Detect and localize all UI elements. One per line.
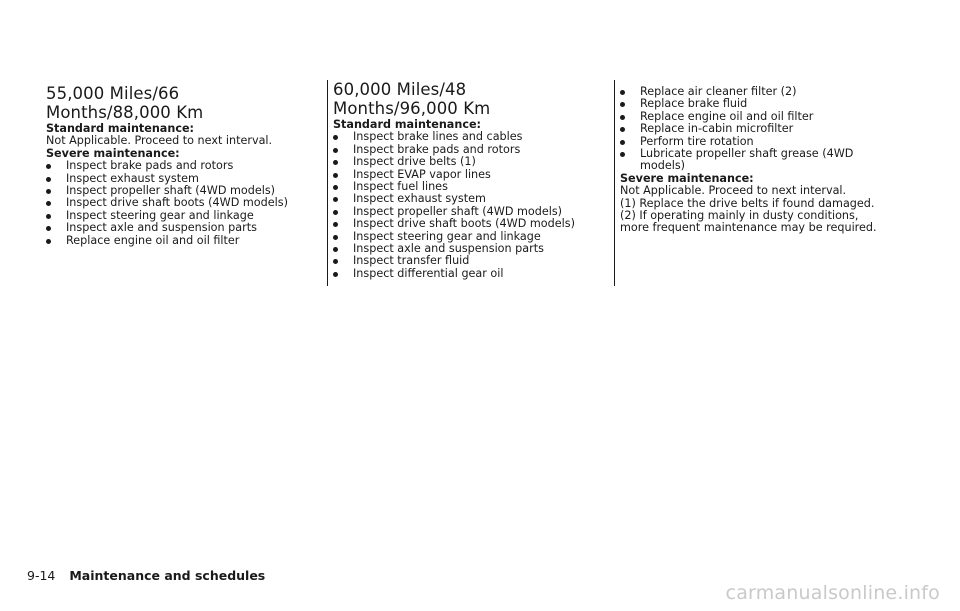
bullet-icon bbox=[333, 235, 338, 240]
severe-maintenance-label: Severe maintenance: bbox=[46, 146, 180, 160]
footnote-1: (1) Replace the drive belts if found damaged. bbox=[620, 196, 875, 210]
page-footer bbox=[27, 568, 265, 583]
list-item: Inspect drive shaft boots (4WD models) bbox=[333, 218, 595, 230]
bullet-icon bbox=[333, 197, 338, 202]
list-item: Inspect differential gear oil bbox=[333, 268, 595, 280]
list-item: Perform tire rotation bbox=[620, 136, 914, 148]
list-item: Replace air cleaner filter (2) bbox=[620, 86, 914, 98]
list-item: Inspect EVAP vapor lines bbox=[333, 169, 595, 181]
standard-maintenance-text: Not Applicable. Proceed to next interval. bbox=[46, 134, 273, 148]
bullet-icon bbox=[46, 164, 51, 169]
bullet-icon bbox=[46, 226, 51, 231]
list-item: Inspect propeller shaft (4WD models) bbox=[46, 185, 308, 197]
list-item: Lubricate propeller shaft grease (4WD models) bbox=[620, 148, 880, 173]
bullet-icon bbox=[333, 185, 338, 190]
list-item: Inspect exhaust system bbox=[46, 173, 308, 185]
list-item: Replace engine oil and oil filter bbox=[46, 235, 308, 247]
bullet-icon bbox=[620, 140, 625, 145]
bullet-icon bbox=[620, 152, 625, 157]
list-item: Inspect drive shaft boots (4WD models) bbox=[46, 197, 308, 209]
list-item: Inspect steering gear and linkage bbox=[46, 210, 308, 222]
severe-maintenance-text: Not Applicable. Proceed to next interval. bbox=[620, 184, 847, 198]
bullet-icon bbox=[620, 102, 625, 107]
bullet-icon bbox=[46, 239, 51, 244]
list-item: Inspect brake lines and cables bbox=[333, 131, 595, 143]
bullet-icon bbox=[333, 222, 338, 227]
bullet-icon bbox=[333, 148, 338, 153]
interval-heading-60000: 60,000 Miles/48 Months/96,000 Km bbox=[333, 80, 491, 118]
bullet-icon bbox=[46, 177, 51, 182]
standard-maintenance-label: Standard maintenance: bbox=[333, 118, 482, 131]
standard-maintenance-label: Standard maintenance: bbox=[46, 122, 195, 135]
watermark-text: carmanualsonline.info bbox=[725, 582, 940, 604]
interval-heading-55000: 55,000 Miles/66 Months/88,000 Km bbox=[46, 84, 204, 122]
list-item: Inspect propeller shaft (4WD models) bbox=[333, 206, 595, 218]
list-item: Replace in-cabin microfilter bbox=[620, 123, 914, 135]
column-60000-continued bbox=[614, 80, 914, 286]
bullet-icon bbox=[620, 127, 625, 132]
standard-maintenance-list bbox=[333, 131, 595, 280]
bullet-icon bbox=[620, 90, 625, 95]
page-number: 9-14 bbox=[27, 568, 56, 583]
bullet-icon bbox=[333, 160, 338, 165]
bullet-icon bbox=[333, 135, 338, 140]
footnote-2-line-2: more frequent maintenance may be required. bbox=[620, 221, 877, 235]
list-item: Inspect brake pads and rotors bbox=[333, 144, 595, 156]
list-item: Replace brake fluid bbox=[620, 98, 914, 110]
footnote-2-line-1: (2) If operating mainly in dusty conditions, bbox=[620, 209, 859, 223]
bullet-icon bbox=[333, 272, 338, 277]
severe-maintenance-label: Severe maintenance: bbox=[620, 171, 754, 185]
standard-maintenance-list-continued bbox=[620, 86, 914, 173]
list-item: Inspect exhaust system bbox=[333, 193, 595, 205]
list-item: Inspect brake pads and rotors bbox=[46, 160, 308, 172]
bullet-icon bbox=[333, 210, 338, 215]
bullet-icon bbox=[46, 214, 51, 219]
bullet-icon bbox=[333, 173, 338, 178]
section-title: Maintenance and schedules bbox=[69, 568, 266, 583]
bullet-icon bbox=[46, 189, 51, 194]
bullet-icon bbox=[333, 247, 338, 252]
list-item: Inspect drive belts (1) bbox=[333, 156, 595, 168]
bullet-icon bbox=[46, 201, 51, 206]
list-item: Inspect axle and suspension parts bbox=[333, 243, 595, 255]
column-60000-interval bbox=[327, 80, 595, 286]
list-item: Inspect axle and suspension parts bbox=[46, 222, 308, 234]
column-55000-interval bbox=[46, 84, 308, 247]
severe-maintenance-list bbox=[46, 160, 308, 247]
list-item: Inspect fuel lines bbox=[333, 181, 595, 193]
bullet-icon bbox=[620, 115, 625, 120]
list-item: Inspect transfer fluid bbox=[333, 255, 595, 267]
bullet-icon bbox=[333, 259, 338, 264]
list-item: Inspect steering gear and linkage bbox=[333, 231, 595, 243]
list-item: Replace engine oil and oil filter bbox=[620, 111, 914, 123]
